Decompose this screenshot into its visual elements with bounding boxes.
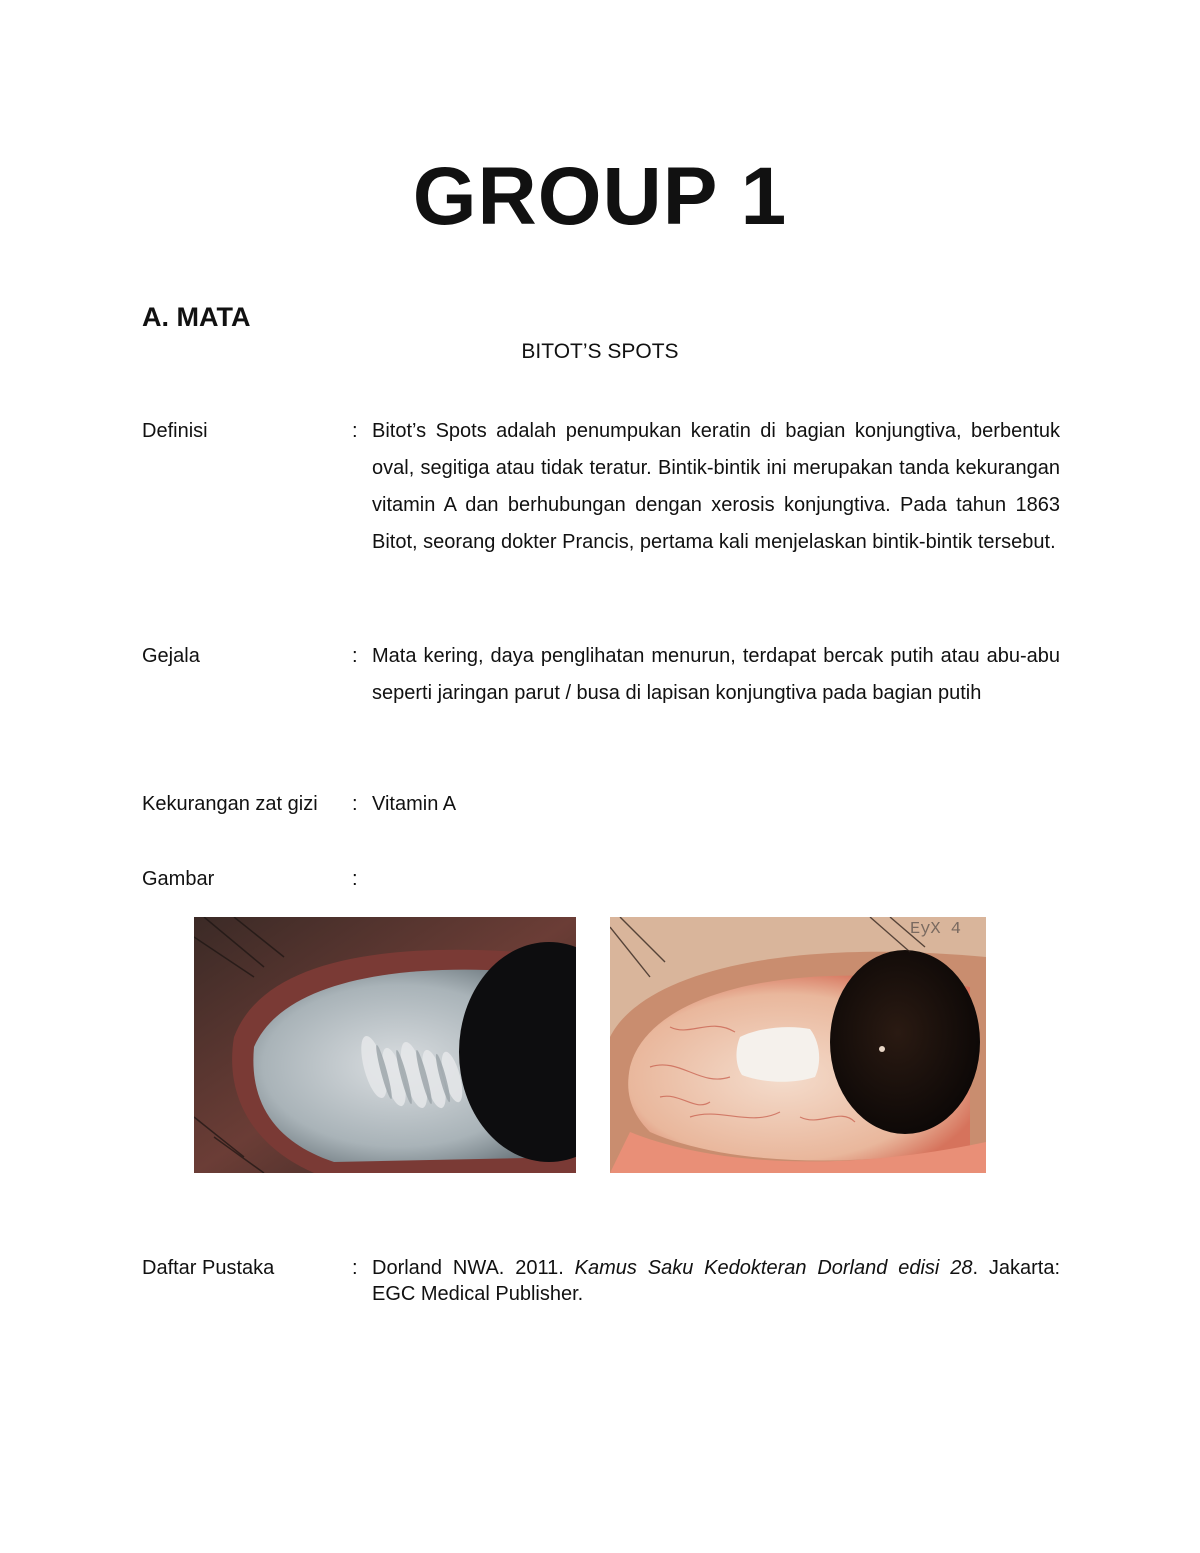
- subtitle-text: BITOT’S SPOTS: [521, 340, 679, 363]
- label-definisi: Definisi: [142, 420, 208, 442]
- value-pustaka: [372, 1255, 1060, 1307]
- colon: :: [352, 420, 358, 442]
- reference-book-title: Kamus Saku Kedokteran Dorland edisi 28: [574, 1257, 973, 1279]
- colon: :: [352, 1257, 358, 1279]
- colon: :: [352, 868, 358, 890]
- page-title: GROUP 1: [412, 151, 788, 242]
- label-gambar: Gambar: [142, 868, 215, 890]
- value-definisi: Bitot’s Spots adalah penumpukan keratin di bagian konjungtiva, berbentuk oval, segitiga atau tidak teratur. Bintik-bintik ini merupakan tanda kekurangan vitamin A dan berhubungan dengan xerosis konjungtiva. Pada tahun 1863 Bitot, seorang dokter Prancis, pertama kali menjelaskan bintik-bintik tersebut.: [372, 420, 1060, 553]
- value-kekurangan: Vitamin A: [372, 793, 457, 815]
- subtitle: [0, 340, 1200, 364]
- colon: :: [352, 793, 358, 815]
- eye-photo-2-illustration: [610, 917, 986, 1173]
- reference-author: Dorland NWA. 2011.: [372, 1257, 575, 1279]
- bitots-spot-photo-1: [194, 917, 576, 1173]
- bitots-spot-photo-2: [610, 917, 986, 1173]
- eye-photo-1-illustration: [194, 917, 576, 1173]
- watermark: EyX 4: [910, 920, 962, 939]
- label-pustaka: Daftar Pustaka: [142, 1257, 275, 1279]
- label-kekurangan: Kekurangan zat gizi: [142, 793, 318, 815]
- colon: :: [352, 645, 358, 667]
- section-heading: A. MATA: [142, 302, 251, 332]
- value-gejala: Mata kering, daya penglihatan menurun, terdapat bercak putih atau abu-abu seperti jaringan parut / busa di lapisan konjungtiva pada bagian putih: [372, 645, 1060, 704]
- label-gejala: Gejala: [142, 645, 200, 667]
- reference-publisher: . Jakarta: EGC Medical Publisher.: [372, 1257, 1061, 1305]
